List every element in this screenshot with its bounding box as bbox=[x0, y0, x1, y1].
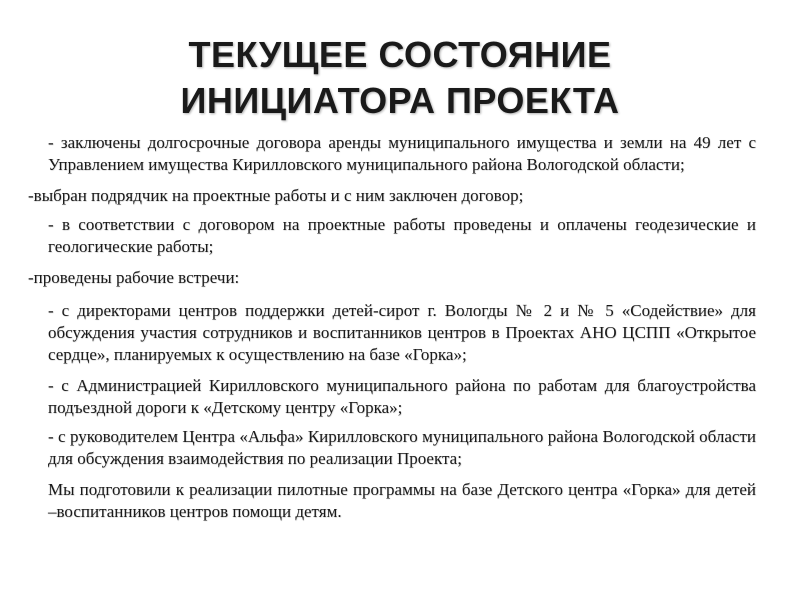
paragraph-lease-agreements: - заключены долгосрочные договора аренды муниципального имущества и земли на 49 лет с Управлением имущества Кирилловского муниципального района Вологодской области; bbox=[48, 133, 756, 174]
slide-body bbox=[28, 132, 756, 523]
paragraph-pilot-programs: Мы подготовили к реализации пилотные программы на базе Детского центра «Горка» для детей –воспитанников центров помощи детям. bbox=[48, 480, 756, 521]
paragraph-meeting-administration: - с Администрацией Кирилловского муниципального района по работам для благоустройства подъездной дороги к «Детскому центру «Горка»; bbox=[48, 376, 756, 417]
paragraph-meeting-alfa-center: - с руководителем Центра «Альфа» Кирилловского муниципального района Вологодской области для обсуждения взаимодействия по реализации Проекта; bbox=[48, 427, 756, 468]
slide-title-line-2: ИНИЦИАТОРА ПРОЕКТА bbox=[180, 80, 620, 121]
slide-title-line-1: ТЕКУЩЕЕ СОСТОЯНИЕ bbox=[188, 34, 612, 75]
paragraph-contractor-selected: -выбран подрядчик на проектные работы и с ним заключен договор; bbox=[28, 186, 524, 205]
paragraph-survey-works: - в соответствии с договором на проектные работы проведены и оплачены геодезические и геологические работы; bbox=[48, 215, 756, 256]
paragraph-meetings-held: -проведены рабочие встречи: bbox=[28, 268, 240, 287]
slide-title bbox=[0, 32, 800, 124]
paragraph-meeting-directors: - с директорами центров поддержки детей-сирот г. Вологды № 2 и № 5 «Содействие» для обсуждения участия сотрудников и воспитанников центров в Проектах АНО ЦСПП «Открытое сердце», планируемых к осуществлению на базе «Горка»; bbox=[48, 301, 756, 364]
